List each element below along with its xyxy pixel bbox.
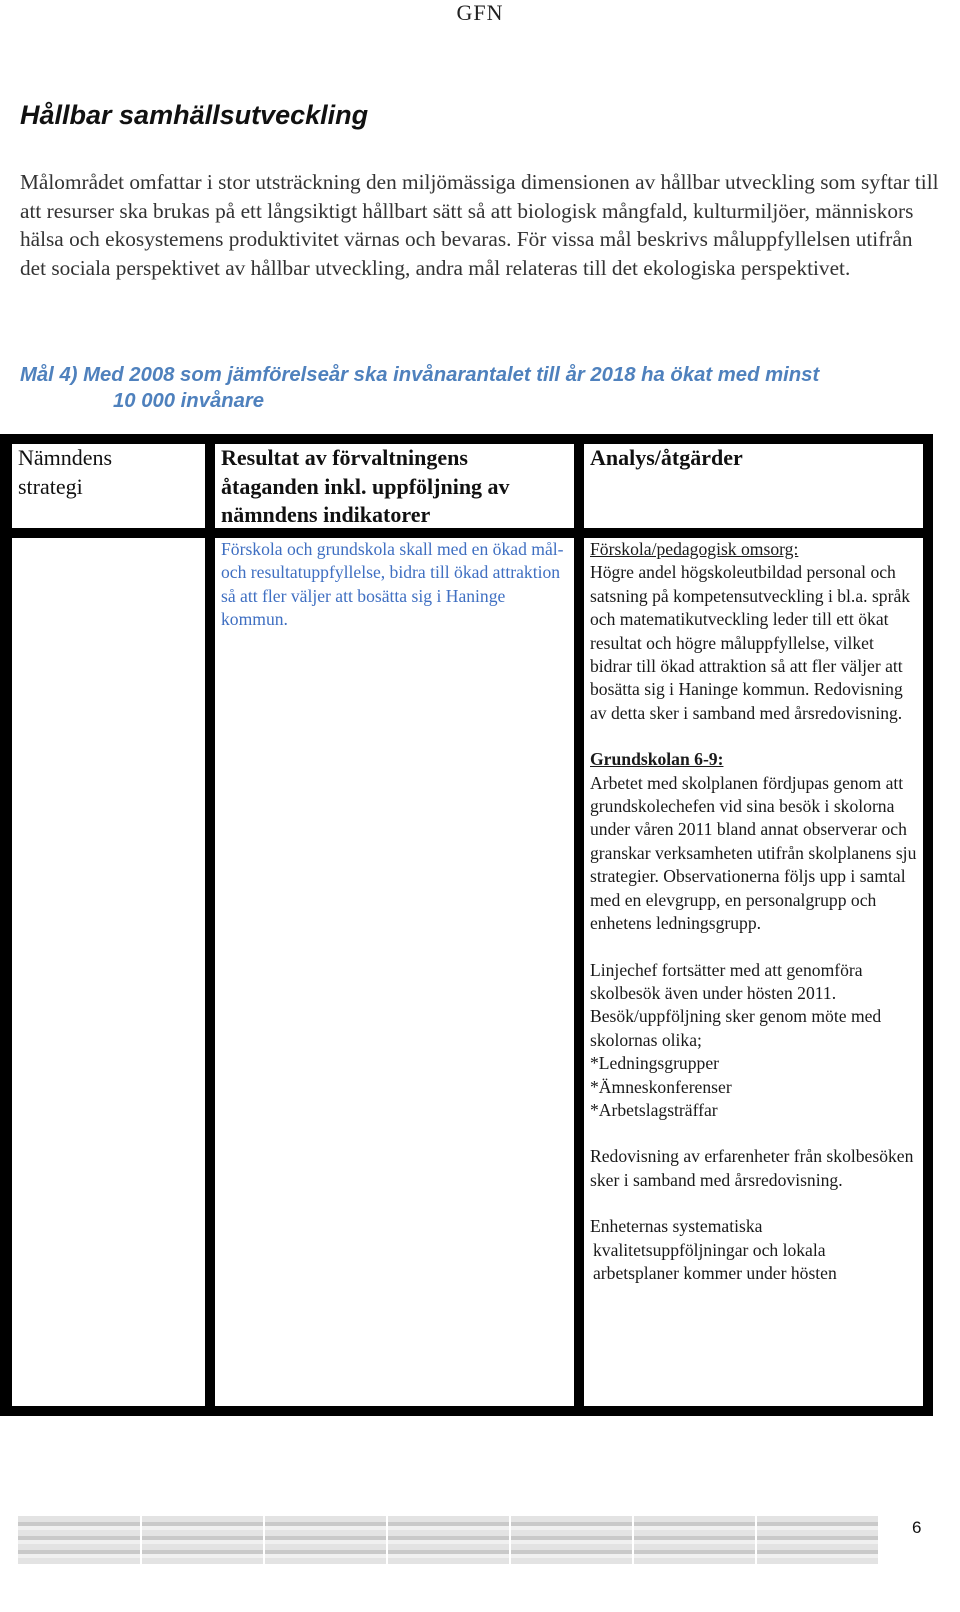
footer-band-divider xyxy=(140,1516,142,1564)
header-mark: GFN xyxy=(456,0,504,25)
analysis-grundskolan-body: Arbetet med skolplanen fördjupas genom att grundskolechefen vid sina besök i skolorna under våren 2011 bland annat observerar och granskar verksamheten utifrån skolplanens sju strategier. Observationerna följs upp i samtal med en elevgrupp, en personalgrupp och enhetens ledningsgrupp. xyxy=(590,772,917,934)
analysis-preschool-body: Högre andel högskoleutbildad personal och satsning på kompetensutveckling i bl.a. språk och matematikutveckling leder till ett ökat resultat och högre måluppfyllelse, vilket bidrar till ökad attraktion så att fler väljer att bosätta sig i Haninge kommun. Redovisning av detta sker i samband med årsredovisning. xyxy=(590,562,911,723)
header-results-line2: åtaganden inkl. xyxy=(221,473,367,499)
header-cell-analysis xyxy=(584,444,923,528)
body-cell-strategy xyxy=(12,538,205,1406)
header-results-line1: Resultat av förvaltningens xyxy=(221,445,468,470)
footer-band-divider xyxy=(263,1516,265,1564)
footer-decorative-band xyxy=(18,1516,878,1564)
section-title: Hållbar samhällsutveckling xyxy=(20,100,369,130)
analysis-followup-body: Linjechef fortsätter med att genomföra skolbesök även under hösten 2011. Besök/uppföljning sker genom möte med skolornas olika; xyxy=(590,959,882,1050)
results-text: Förskola och grundskola skall med en ökad mål- och resultatuppfyllelse, bidra till ökad attraktion så att fler väljer att bosätta sig i Haninge kommun. xyxy=(221,539,564,630)
analysis-quality-line1: Enheternas systematiska xyxy=(590,1216,763,1237)
page-number: 6 xyxy=(912,1518,922,1537)
analysis-grundskolan-heading: Grundskolan 6-9: xyxy=(590,749,724,770)
footer-band-divider xyxy=(509,1516,511,1564)
header-strategy-label: Nämndens strategi xyxy=(18,445,113,499)
header-analysis-label: Analys/åtgärder xyxy=(590,445,743,470)
analysis-quality-line2: kvalitetsuppföljningar och lokala xyxy=(593,1239,826,1260)
header-results-line2b: uppföljning av xyxy=(366,473,510,499)
analysis-followup-item-2: *Ämneskonferenser xyxy=(590,1076,732,1097)
analysis-followup-item-3: *Arbetslagsträffar xyxy=(590,1099,718,1120)
analysis-quality-line3: arbetsplaner kommer under hösten xyxy=(593,1262,837,1283)
body-cell-analysis xyxy=(584,538,923,1406)
header-results-line3: nämndens indikatorer xyxy=(221,502,431,527)
footer-band-divider xyxy=(755,1516,757,1564)
analysis-followup-item-1: *Ledningsgrupper xyxy=(590,1053,719,1074)
section-intro: Målområdet omfattar i stor utsträckning den miljömässiga dimensionen av hållbar utveckling som syftar till att resurser ska brukas på ett långsiktigt hållbart sätt så att biologisk mångfald, kulturmiljöer, människors hälsa och ekosystemens produktivitet värnas och bevaras. För vissa mål beskrivs måluppfyllelsen utifrån det sociala perspektivet av hållbar utveckling, andra mål relateras till det ekologiska perspektivet. xyxy=(20,170,939,280)
goal-heading xyxy=(20,362,950,414)
footer-band-divider xyxy=(386,1516,388,1564)
analysis-preschool-heading: Förskola/pedagogisk omsorg: xyxy=(590,539,799,559)
header-results-label xyxy=(221,444,568,530)
footer-band-divider xyxy=(632,1516,634,1564)
goal-heading-line2: 10 000 invånare xyxy=(113,390,265,412)
body-cell-results xyxy=(215,538,574,1406)
goal-heading-line1: Mål 4) Med 2008 som jämförelseår ska invånarantalet till år 2018 ha ökat med minst xyxy=(20,364,820,386)
analysis-reporting-body: Redovisning av erfarenheter från skolbesöken sker i samband med årsredovisning. xyxy=(590,1146,914,1190)
header-cell-results xyxy=(215,444,574,528)
header-cell-strategy xyxy=(12,444,205,528)
